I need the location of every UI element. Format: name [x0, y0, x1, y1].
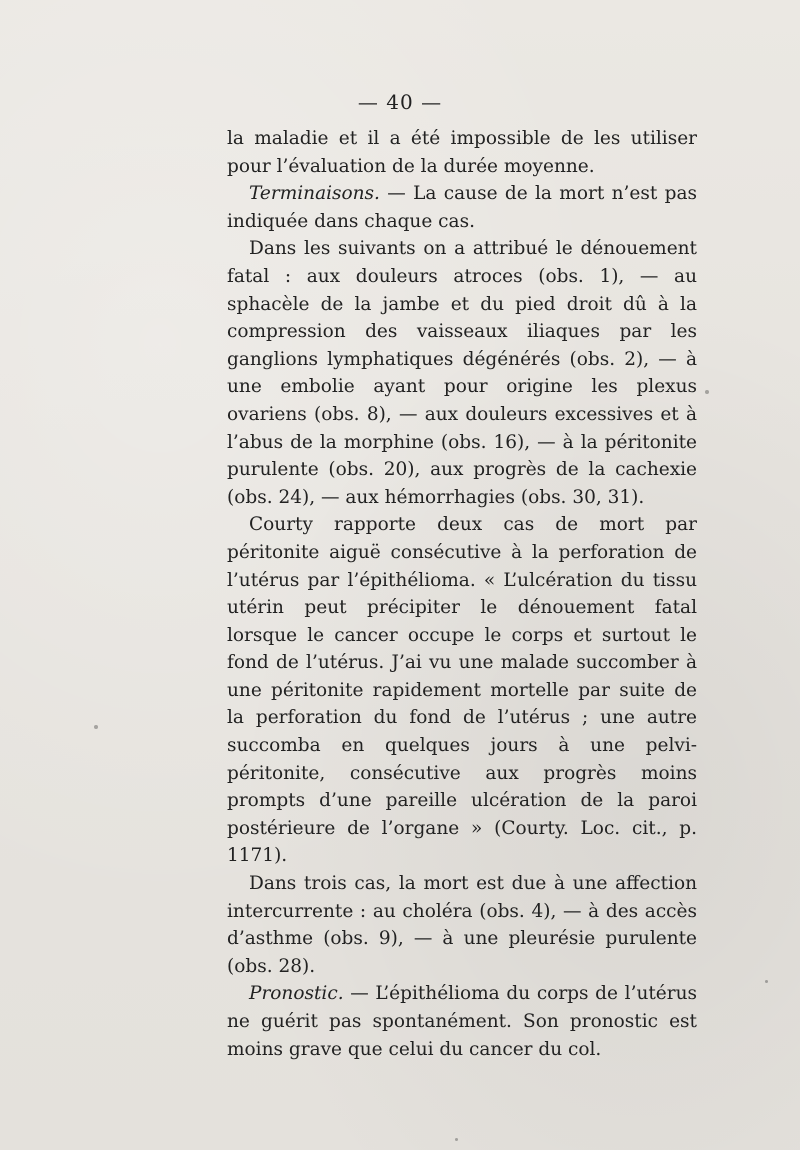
paragraph-text: Dans trois cas, la mort est due à une affection intercurrente : au choléra (obs. 4), — à des accès d’asthme (obs. 9), — à une pleurésie purulente (obs. 28).: [227, 873, 697, 977]
section-heading-terminaisons: Terminaisons.: [249, 183, 380, 205]
paragraph-intercurrent: [227, 870, 697, 980]
paragraph-pronostic: [227, 980, 697, 1063]
paper-speckle: [705, 390, 709, 394]
paragraph-causes: [227, 235, 697, 511]
text-body: [227, 125, 697, 1063]
paragraph-text: Dans les suivants on a attribué le dénouement fatal : aux douleurs atroces (obs. 1), — au sphacèle de la jambe et du pied droit dû à la compression des vaisseaux iliaques par les ganglions lymphatiques dégénérés (obs. 2), — à une embolie ayant pour origine les plexus ovariens (obs. 8), — aux douleurs excessives et à l’abus de la morphine (obs. 16), — à la péritonite purulente (obs. 20), aux progrès de la cachexie (obs. 24), — aux hémorrhagies (obs. 30, 31).: [227, 238, 697, 508]
paper-speckle: [455, 1138, 458, 1141]
paragraph-terminaisons: [227, 180, 697, 235]
paragraph-text: — La cause de la mort n’est pas indiquée dans chaque cas.: [227, 183, 697, 232]
paper-speckle: [765, 980, 768, 983]
paper-speckle: [94, 725, 98, 729]
paragraph-text: — L’épithélioma du corps de l’utérus ne guérit pas spontanément. Son pronostic est moins grave que celui du cancer du col.: [227, 983, 697, 1060]
paragraph-text: la maladie et il a été impossible de les utiliser pour l’évaluation de la durée moyenne.: [227, 128, 697, 177]
paragraph-continuation: [227, 125, 697, 180]
section-heading-pronostic: Pronostic.: [249, 983, 344, 1005]
page-number-header: — 40 —: [357, 90, 443, 114]
paragraph-text: Courty rapporte deux cas de mort par péritonite aiguë consécutive à la perforation de l’utérus par l’épithélioma. « L’ulcération du tissu utérin peut précipiter le dénouement fatal lorsque le cancer occupe le corps et surtout le fond de l’utérus. J’ai vu une malade succomber à une péritonite rapidement mortelle par suite de la perforation du fond de l’utérus ; une autre succomba en quelques jours à une pelvi-péritonite, consécutive aux progrès moins prompts d’une pareille ulcération de la paroi postérieure de l’organe » (Courty. Loc. cit., p. 1171).: [227, 514, 697, 867]
paragraph-courty: [227, 511, 697, 870]
